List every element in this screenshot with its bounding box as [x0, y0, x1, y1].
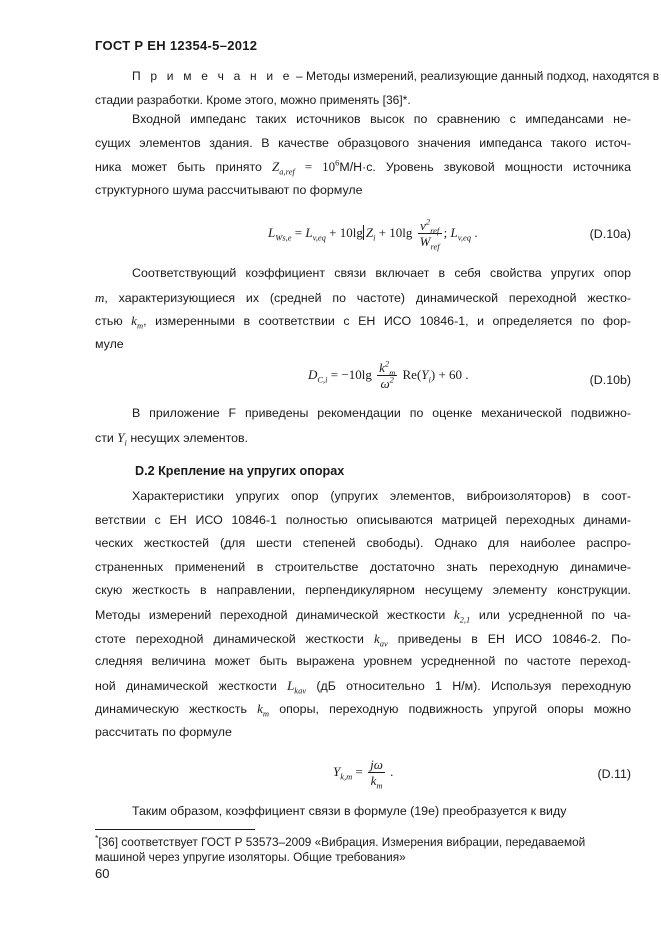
paragraph-resilient-supports: Характеристики упругих опор (упругих элементов, виброизоляторов) в соот- ветствии с ЕН ИСО 10846-1 полностью описываются матрицей переходных динами- ческих жесткостей (для шести степеней свободы). Однако для наиболее распро- страненных применений в строительстве достаточно знать переходную динамиче- скую жесткость в направлении, перпендикулярном несущему элементу конструкции. Методы измерений переходной динамической жесткости $k_{2,1}$ или усредненной по ча- стоте переходной динамической жесткости $k_{av}$ приведены в ЕН ИСО 10846-2. По- следняя величина может быть выражена уровнем усредненной по частоте переход- ной динамической жесткости $L_{kav}$ (дБ относительно 1 Н/м). Используя переходную динамическую жесткость $k_m$ опоры, переходную подвижность упругой опоры можно рассчитать по формуле [95, 489, 632, 739]
equation-d11: $Y_{k,m}$ = $\frac{j\omega}{k_m}$ . [333, 757, 394, 791]
page-number: 60 [95, 866, 110, 881]
footnote-marker: * [95, 833, 99, 844]
equation-d10a: $L_{Ws,e} = L_{v,eq} + 10\lg$ $Z_i + 10\lg$ $\frac{v^2_{ref}}{W_{ref}}$ ; $L_{v,eq}$ . [268, 216, 478, 252]
note-label: П р и м е ч а н и е [132, 69, 293, 83]
footnote [95, 835, 615, 865]
equation-d10b-number: (D.10b) [589, 373, 631, 387]
paragraph-annex-f: В приложение F приведены рекомендации по оценке механической подвижно- сти $Y_i$ несущих элементов. [95, 406, 631, 448]
impedance-formula: $Z_{a,ref}$ [272, 159, 295, 177]
paragraph-coupling: Соответствующий коэффициент связи включает в себя свойства упругих опор m, характеризующиеся их (средней по частоте) динамической переходной жестко- стью $k_m$, измеренными в соответствии с ЕН ИСО 10846-1, и определяется по фор- муле [95, 266, 631, 351]
note-line-1: – Методы измерений, реализующие данный подход, находятся в [292, 69, 660, 83]
equation-d10b: $D_{C,i} = -10\lg$ $\frac{k^2_m}{\omega^2}$ $Re(Y_i) + 60$ . [308, 358, 469, 391]
footnote-line-1: [36] соответствует ГОСТ Р 53573–2009 «Вибрация. Измерения вибрации, передаваемой [98, 835, 586, 849]
paragraph-input-impedance: Входной импеданс таких источников высок по сравнению с импедансами не- сущих элементов здания. В качестве образцового значения импеданса такого источ- ника может быть принято $Z_{a,ref} = 10^6М/Н\cdot с$. Уровень звуковой мощности источника структурного шума рассчитывают по формуле [95, 112, 632, 197]
section-heading: D.2 Крепление на упругих опорах [135, 464, 345, 478]
note-paragraph [95, 65, 660, 112]
paragraph-coupling-transform: Таким образом, коэффициент связи в формуле (19е) преобразуется к виду [132, 804, 567, 818]
equation-d10a-number: (D.10a) [589, 227, 631, 241]
note-line-2: стадии разработки. Кроме этого, можно применять [36]*. [95, 92, 411, 107]
footnote-line-2: машиной через упругие изоляторы. Общие требования» [95, 850, 406, 864]
footnote-separator [95, 829, 255, 830]
equation-d11-number: (D.11) [597, 767, 631, 781]
document-header: ГОСТ Р ЕН 12354-5–2012 [95, 38, 258, 53]
